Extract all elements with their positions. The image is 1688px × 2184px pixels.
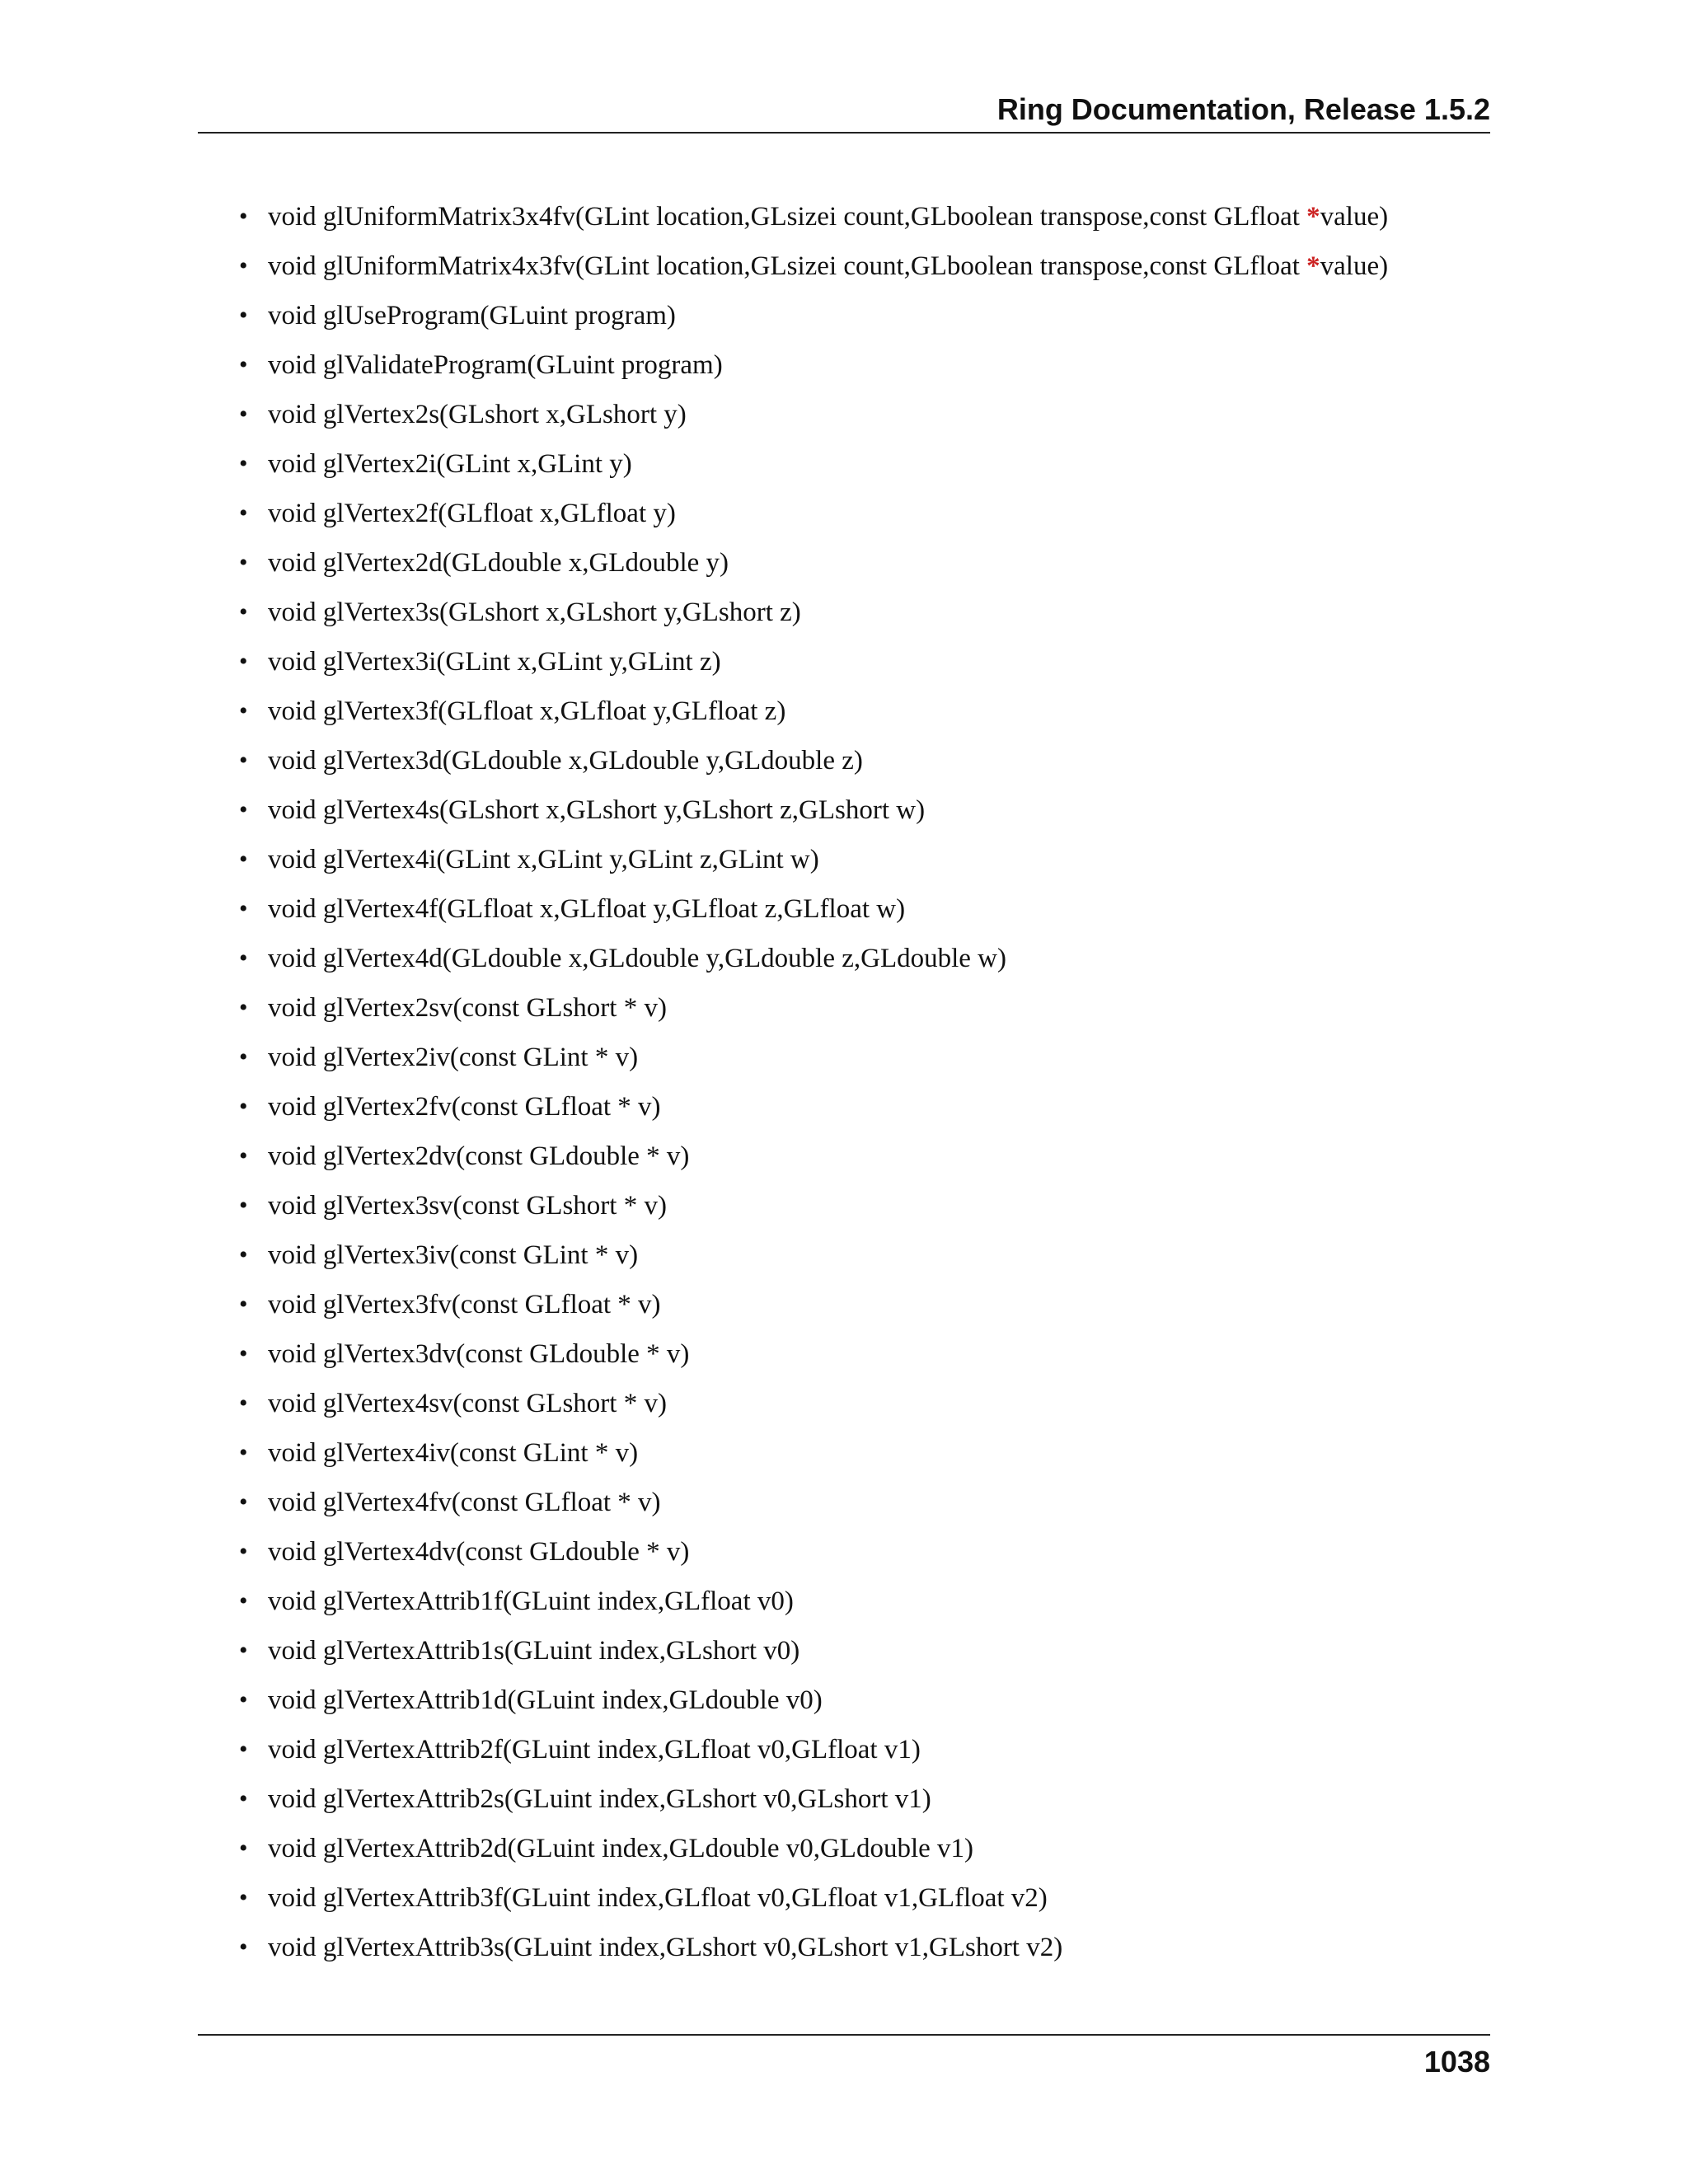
- bullet-icon: •: [239, 994, 248, 1021]
- list-item: [239, 645, 1475, 695]
- page-header: [198, 89, 1490, 134]
- function-signature: void glVertex2dv(const GLdouble * v): [268, 1141, 690, 1171]
- bullet-icon: •: [239, 1587, 248, 1615]
- bullet-icon: •: [239, 747, 248, 774]
- list-item: [239, 250, 1475, 299]
- bullet-icon: •: [239, 846, 248, 873]
- bullet-icon: •: [239, 1488, 248, 1516]
- list-item: [239, 1684, 1475, 1733]
- bullet-icon: •: [239, 1192, 248, 1219]
- bullet-icon: •: [239, 1884, 248, 1911]
- bullet-icon: •: [239, 1390, 248, 1417]
- bullet-icon: •: [239, 1736, 248, 1763]
- function-signature: void glVertexAttrib1d(GLuint index,GLdouble v0): [268, 1685, 823, 1715]
- list-item: [239, 1140, 1475, 1189]
- function-signature: void glVertexAttrib2s(GLuint index,GLshort v0,GLshort v1): [268, 1784, 931, 1814]
- function-signature: void glVertex4dv(const GLdouble * v): [268, 1537, 690, 1567]
- list-item: [239, 991, 1475, 1041]
- list-item: [239, 942, 1475, 991]
- function-signature: void glVertex4s(GLshort x,GLshort y,GLshort z,GLshort w): [268, 795, 926, 825]
- pointer-star: *: [1306, 202, 1320, 232]
- list-item: [239, 893, 1475, 942]
- bullet-icon: •: [239, 1637, 248, 1664]
- list-item: [239, 794, 1475, 843]
- function-signature: void glVertex3sv(const GLshort * v): [268, 1191, 667, 1221]
- function-signature: void glVertex2iv(const GLint * v): [268, 1043, 639, 1072]
- list-item: [239, 1338, 1475, 1387]
- list-item: [239, 546, 1475, 596]
- list-item: [239, 497, 1475, 546]
- function-signature: void glVertexAttrib3f(GLuint index,GLfloat v0,GLfloat v1,GLfloat v2): [268, 1883, 1048, 1913]
- function-signature: void glVertex4d(GLdouble x,GLdouble y,GLdouble z,GLdouble w): [268, 944, 1006, 973]
- list-item: [239, 1733, 1475, 1783]
- list-item: [239, 398, 1475, 448]
- function-list: [239, 200, 1475, 1980]
- list-item: [239, 1585, 1475, 1634]
- function-signature: void glVertex4f(GLfloat x,GLfloat y,GLfloat z,GLfloat w): [268, 894, 906, 924]
- list-item: [239, 1090, 1475, 1140]
- bullet-icon: •: [239, 203, 248, 230]
- bullet-icon: •: [239, 1686, 248, 1713]
- bullet-icon: •: [239, 1538, 248, 1565]
- function-signature-tail: value): [1320, 202, 1389, 232]
- function-signature: void glVertexAttrib1f(GLuint index,GLfloat v0): [268, 1586, 794, 1616]
- function-signature: void glVertex3fv(const GLfloat * v): [268, 1290, 661, 1319]
- function-signature: void glVertexAttrib3s(GLuint index,GLshort v0,GLshort v1,GLshort v2): [268, 1933, 1063, 1962]
- bullet-icon: •: [239, 1340, 248, 1367]
- list-item: [239, 448, 1475, 497]
- document-title: Ring Documentation, Release 1.5.2: [996, 92, 1490, 126]
- page-footer: [198, 2034, 1490, 2079]
- function-signature: void glVertex3f(GLfloat x,GLfloat y,GLfloat z): [268, 696, 786, 726]
- function-signature: void glVertex3s(GLshort x,GLshort y,GLshort z): [268, 598, 801, 627]
- bullet-icon: •: [239, 1043, 248, 1071]
- function-signature: void glVertex2sv(const GLshort * v): [268, 993, 667, 1023]
- bullet-icon: •: [239, 697, 248, 724]
- bullet-icon: •: [239, 796, 248, 823]
- bullet-icon: •: [239, 1439, 248, 1466]
- bullet-icon: •: [239, 648, 248, 675]
- list-item: [239, 1486, 1475, 1535]
- function-signature: void glVertexAttrib2d(GLuint index,GLdouble v0,GLdouble v1): [268, 1834, 974, 1863]
- bullet-icon: •: [239, 1241, 248, 1268]
- bullet-icon: •: [239, 1142, 248, 1169]
- function-signature: void glVertex3i(GLint x,GLint y,GLint z): [268, 647, 721, 677]
- function-signature: void glVertex2s(GLshort x,GLshort y): [268, 400, 687, 429]
- function-signature: void glVertexAttrib2f(GLuint index,GLfloat v0,GLfloat v1): [268, 1735, 921, 1765]
- pointer-star: *: [1306, 251, 1320, 281]
- list-item: [239, 596, 1475, 645]
- bullet-icon: •: [239, 944, 248, 972]
- function-signature: void glValidateProgram(GLuint program): [268, 350, 723, 380]
- bullet-icon: •: [239, 450, 248, 477]
- list-item: [239, 1239, 1475, 1288]
- function-signature: void glUniformMatrix4x3fv(GLint location,GLsizei count,GLboolean transpose,const GLfloat: [268, 251, 1307, 281]
- list-item: [239, 1436, 1475, 1486]
- bullet-icon: •: [239, 1093, 248, 1120]
- function-signature: void glVertex3d(GLdouble x,GLdouble y,GLdouble z): [268, 746, 863, 776]
- function-signature-tail: value): [1320, 251, 1389, 281]
- list-item: [239, 1189, 1475, 1239]
- function-signature: void glVertex4sv(const GLshort * v): [268, 1389, 667, 1418]
- function-signature: void glVertex4i(GLint x,GLint y,GLint z,GLint w): [268, 845, 819, 874]
- bullet-icon: •: [239, 895, 248, 922]
- list-item: [239, 200, 1475, 250]
- function-signature: void glUniformMatrix3x4fv(GLint location,GLsizei count,GLboolean transpose,const GLfloat: [268, 202, 1307, 232]
- function-signature: void glVertex2fv(const GLfloat * v): [268, 1092, 661, 1122]
- bullet-icon: •: [239, 401, 248, 428]
- function-signature: void glVertexAttrib1s(GLuint index,GLshort v0): [268, 1636, 800, 1666]
- list-item: [239, 1882, 1475, 1931]
- list-item: [239, 1535, 1475, 1585]
- list-item: [239, 1387, 1475, 1436]
- list-item: [239, 744, 1475, 794]
- function-signature: void glVertex2i(GLint x,GLint y): [268, 449, 632, 479]
- bullet-icon: •: [239, 351, 248, 378]
- bullet-icon: •: [239, 1291, 248, 1318]
- bullet-icon: •: [239, 549, 248, 576]
- bullet-icon: •: [239, 1835, 248, 1862]
- function-signature: void glUseProgram(GLuint program): [268, 301, 676, 330]
- list-item: [239, 1634, 1475, 1684]
- list-item: [239, 299, 1475, 349]
- function-signature: void glVertex4iv(const GLint * v): [268, 1438, 639, 1468]
- list-item: [239, 1783, 1475, 1832]
- bullet-icon: •: [239, 302, 248, 329]
- bullet-icon: •: [239, 1785, 248, 1812]
- list-item: [239, 1931, 1475, 1980]
- function-signature: void glVertex2f(GLfloat x,GLfloat y): [268, 499, 676, 528]
- function-signature: void glVertex3dv(const GLdouble * v): [268, 1339, 690, 1369]
- bullet-icon: •: [239, 499, 248, 527]
- list-item: [239, 349, 1475, 398]
- bullet-icon: •: [239, 252, 248, 279]
- function-signature: void glVertex2d(GLdouble x,GLdouble y): [268, 548, 729, 578]
- function-signature: void glVertex4fv(const GLfloat * v): [268, 1488, 661, 1517]
- page-number: 1038: [1423, 2045, 1490, 2079]
- bullet-icon: •: [239, 1933, 248, 1961]
- list-item: [239, 1041, 1475, 1090]
- list-item: [239, 1832, 1475, 1882]
- bullet-icon: •: [239, 598, 248, 626]
- function-signature: void glVertex3iv(const GLint * v): [268, 1240, 639, 1270]
- list-item: [239, 1288, 1475, 1338]
- list-item: [239, 695, 1475, 744]
- list-item: [239, 843, 1475, 893]
